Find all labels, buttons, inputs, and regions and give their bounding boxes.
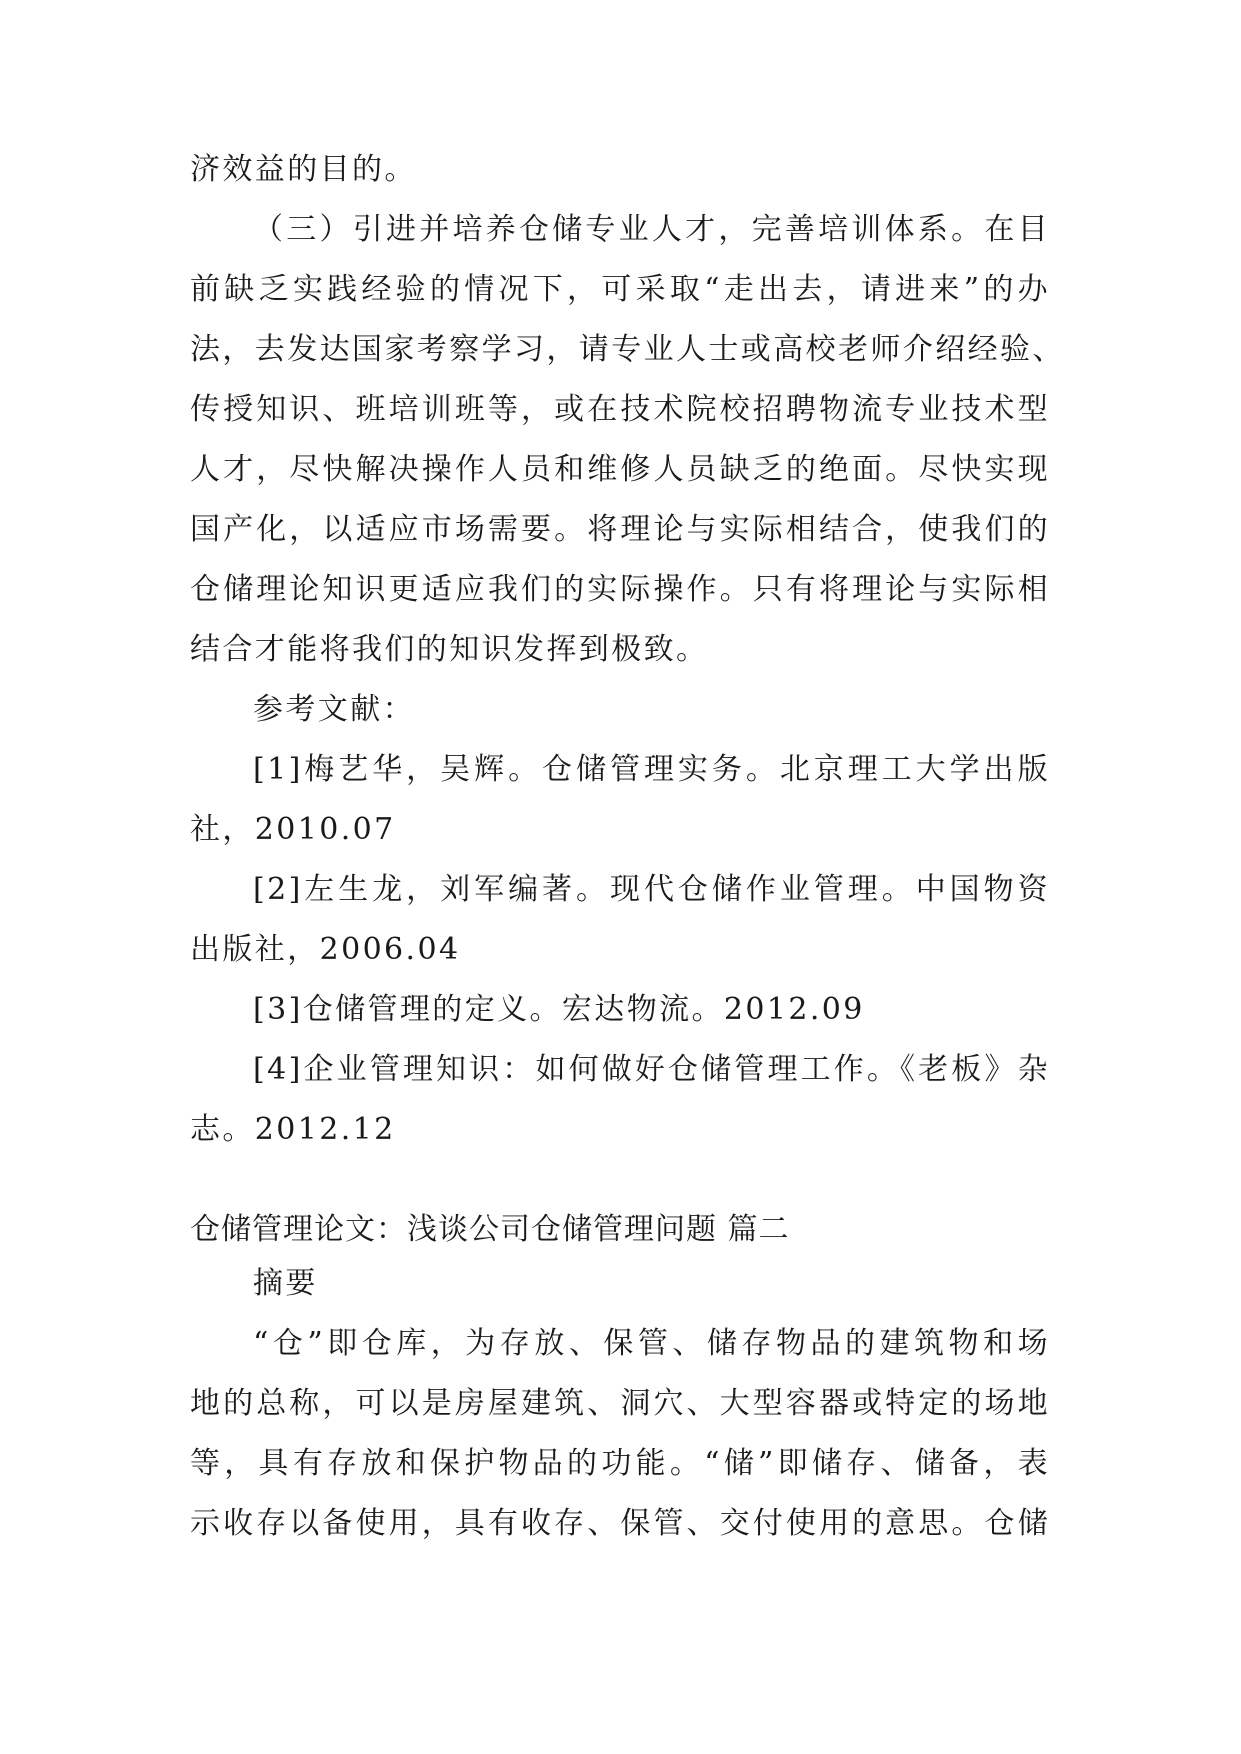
reference-item: [3]仓储管理的定义。宏达物流。2012.09	[253, 992, 865, 1027]
section-title: 仓储管理论文：浅谈公司仓储管理问题 篇二	[190, 1212, 790, 1247]
text-line: “仓”即仓库，为存放、保管、储存物品的建筑物和场	[253, 1326, 1050, 1361]
text-line: 国产化，以适应市场需要。将理论与实际相结合，使我们的	[190, 512, 1050, 547]
text-line: 结合才能将我们的知识发挥到极致。	[190, 632, 709, 667]
reference-item-continued: 出版社，2006.04	[190, 932, 461, 967]
text-line: 人才，尽快解决操作人员和维修人员缺乏的绝面。尽快实现	[190, 452, 1050, 487]
references-heading: 参考文献：	[253, 692, 415, 727]
text-line: 示收存以备使用，具有收存、保管、交付使用的意思。仓储	[190, 1506, 1050, 1541]
reference-item-continued: 社，2010.07	[190, 812, 396, 847]
text-line: 地的总称，可以是房屋建筑、洞穴、大型容器或特定的场地	[190, 1386, 1050, 1421]
text-line: 仓储理论知识更适应我们的实际操作。只有将理论与实际相	[190, 572, 1050, 607]
reference-item: [1]梅艺华，吴辉。仓储管理实务。北京理工大学出版	[253, 752, 1050, 787]
reference-item: [2]左生龙，刘军编著。现代仓储作业管理。中国物资	[253, 872, 1050, 907]
text-line: （三）引进并培养仓储专业人才，完善培训体系。在目	[253, 212, 1050, 247]
abstract-heading: 摘要	[253, 1266, 318, 1301]
text-line: 济效益的目的。	[190, 152, 417, 187]
reference-item: [4]企业管理知识：如何做好仓储管理工作。《老板》杂	[253, 1052, 1050, 1087]
text-line: 传授知识、班培训班等，或在技术院校招聘物流专业技术型	[190, 392, 1050, 427]
text-line: 法，去发达国家考察学习，请专业人士或高校老师介绍经验、	[190, 332, 1065, 367]
reference-item-continued: 志。2012.12	[190, 1112, 396, 1147]
text-line: 前缺乏实践经验的情况下，可采取“走出去，请进来”的办	[190, 272, 1050, 307]
text-line: 等，具有存放和保护物品的功能。“储”即储存、储备，表	[190, 1446, 1050, 1481]
